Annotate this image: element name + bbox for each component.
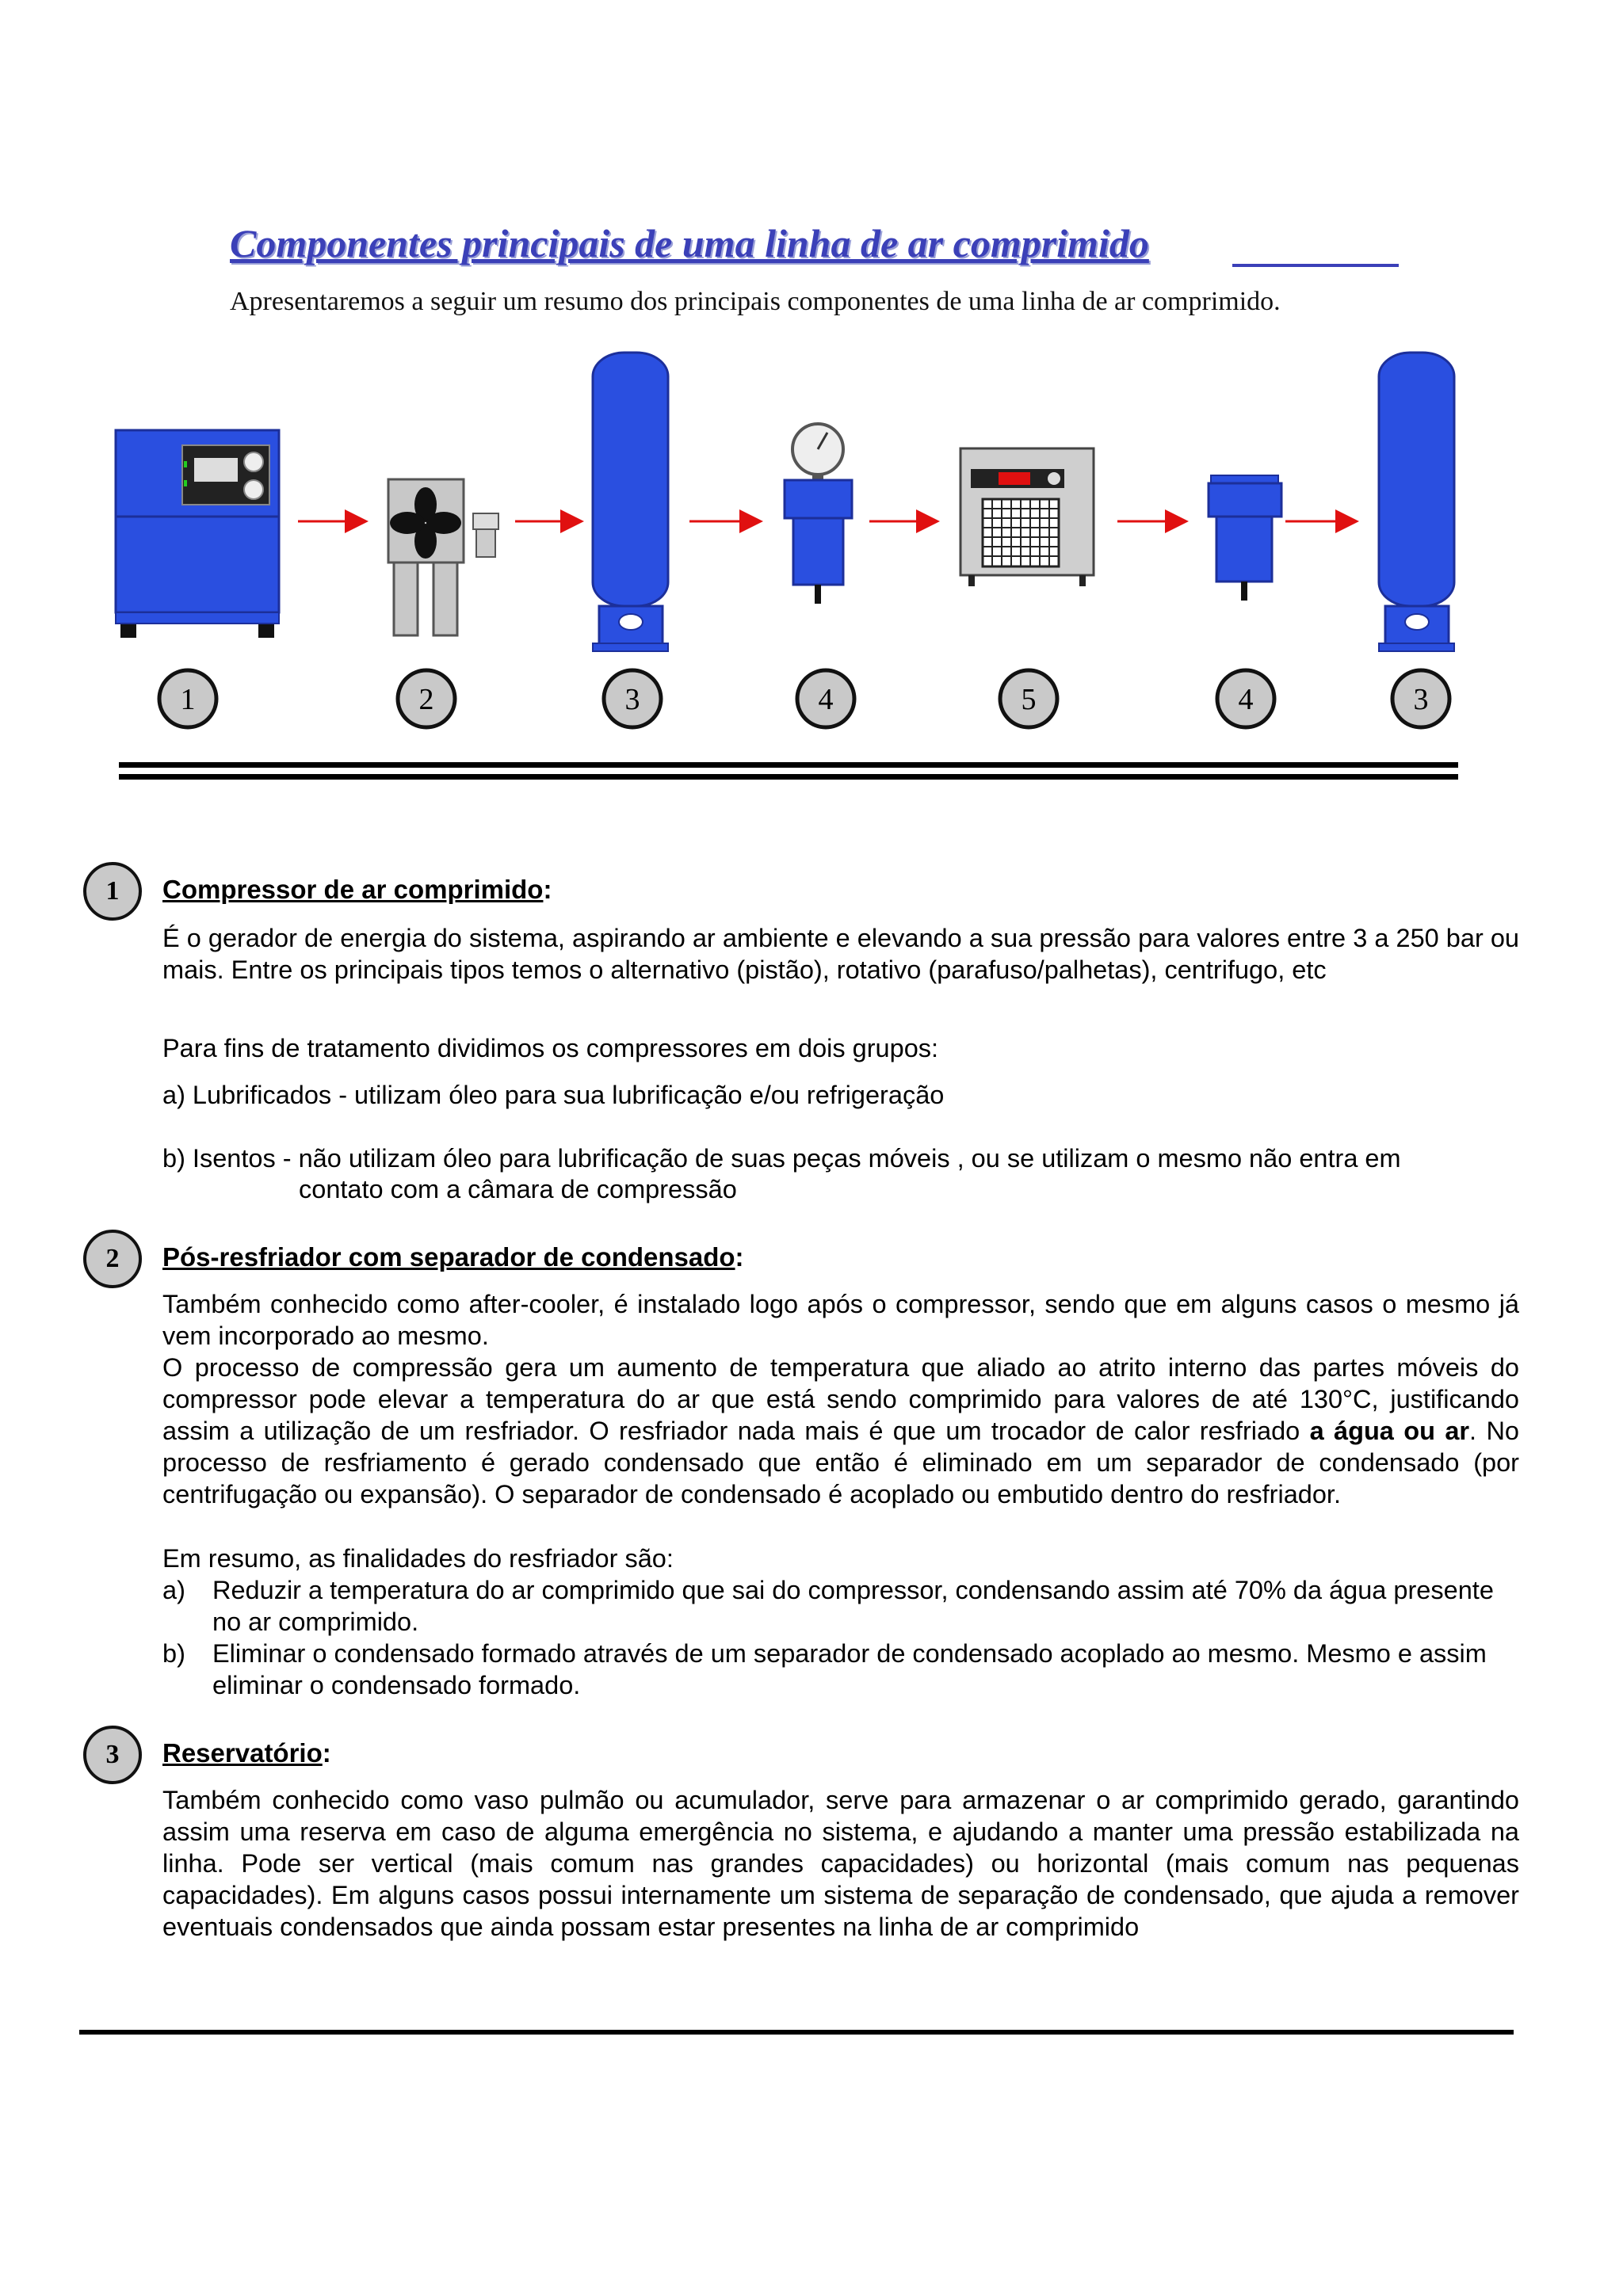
reservoir-icon-right bbox=[1379, 353, 1454, 651]
svg-text:5: 5 bbox=[1021, 683, 1037, 716]
svg-text:1: 1 bbox=[180, 683, 196, 716]
diagram-badges bbox=[159, 670, 1449, 727]
diagram-badge bbox=[398, 670, 455, 727]
section-1-intro: É o gerador de energia do sistema, aspirando ar ambiente e elevando a sua pressão para valores entre 3 a 250 bar ou mais. Entre os principais tipos temos o alternativo (pistão), rotativo (parafuso/palhetas), centrifugo, etc bbox=[162, 924, 1519, 984]
section-1-item-a: a) Lubrificados - utilizam óleo para sua lubrificação e/ou refrigeração bbox=[162, 1081, 945, 1109]
section-1-groups-intro: Para fins de tratamento dividimos os compressores em dois grupos: bbox=[162, 1034, 939, 1062]
section-title-reservoir: Reservatório: bbox=[162, 1738, 331, 1768]
section-2-p2: O processo de compressão gera um aumento de temperatura que aliado ao atrito interno das partes móveis do compressor pode elevar a temperatura do ar que está sendo comprimido para valores de até 130°C, justificando assim a utilização de um resfriador. O resfriador nada mais é que um trocador de calor resfriado a água ou ar. No processo de resfriamento é gerado condensado que então é eliminado em um separador de condensado (por centrifugação ou expansão). O separador de condensado é acoplado ou embutido dentro do resfriador. bbox=[162, 1353, 1519, 1508]
divider-bottom bbox=[79, 2030, 1514, 2035]
page-title: Componentes principais de uma linha de ar comprimido bbox=[230, 221, 1149, 265]
diagram-badge bbox=[1217, 670, 1274, 727]
divider-top bbox=[119, 762, 1458, 768]
svg-text:4: 4 bbox=[1238, 683, 1254, 716]
filter-with-gauge-icon bbox=[785, 424, 852, 604]
diagram-badge bbox=[1392, 670, 1449, 727]
section-2-p1: Também conhecido como after-cooler, é instalado logo após o compressor, sendo que em alguns casos o mesmo já vem incorporado ao mesmo. bbox=[162, 1290, 1519, 1350]
air-line-diagram bbox=[0, 0, 1623, 800]
section-badge-3: 3 bbox=[83, 1726, 142, 1784]
section-badge-1: 1 bbox=[83, 862, 142, 921]
svg-text:4: 4 bbox=[818, 683, 834, 716]
diagram-badge bbox=[604, 670, 661, 727]
divider-top-2 bbox=[119, 774, 1458, 780]
filter-icon bbox=[1209, 475, 1281, 601]
diagram-badge bbox=[159, 670, 216, 727]
svg-text:3: 3 bbox=[624, 683, 640, 716]
reservoir-icon bbox=[593, 353, 668, 651]
aftercooler-icon bbox=[388, 479, 498, 635]
section-title-compressor: Compressor de ar comprimido: bbox=[162, 875, 552, 904]
svg-text:3: 3 bbox=[1413, 683, 1429, 716]
section-title-aftercooler: Pós-resfriador com separador de condensado: bbox=[162, 1242, 744, 1272]
diagram-badge bbox=[1000, 670, 1057, 727]
diagram-badge bbox=[797, 670, 854, 727]
compressor-icon bbox=[116, 430, 279, 638]
section-2-summary: Em resumo, as finalidades do resfriador são: bbox=[162, 1544, 674, 1573]
section-3-p1: Também conhecido como vaso pulmão ou acumulador, serve para armazenar o ar comprimido gerado, garantindo assim uma reserva em caso de alguma emergência no sistema, e ajudando a manter uma pressão estabilizada na linha. Pode ser vertical (mais comum nas grandes capacidades) ou horizontal (mais comum nas pequenas capacidades). Em alguns casos possui internamente um sistema de separação de condensado, que ajuda a remover eventuais condensados que ainda possam estar presentes na linha de ar comprimido bbox=[162, 1786, 1519, 1941]
dryer-icon bbox=[960, 448, 1094, 586]
section-1-item-b: b) Isentos - não utilizam óleo para lubrificação de suas peças móveis , ou se utilizam o mesmo não entra em bbox=[162, 1144, 1401, 1173]
section-1-item-b-cont: contato com a câmara de compressão bbox=[299, 1175, 737, 1203]
page-subtitle: Apresentaremos a seguir um resumo dos principais componentes de uma linha de ar comprimido. bbox=[230, 287, 1281, 316]
svg-text:2: 2 bbox=[418, 683, 434, 716]
section-badge-2: 2 bbox=[83, 1230, 142, 1288]
